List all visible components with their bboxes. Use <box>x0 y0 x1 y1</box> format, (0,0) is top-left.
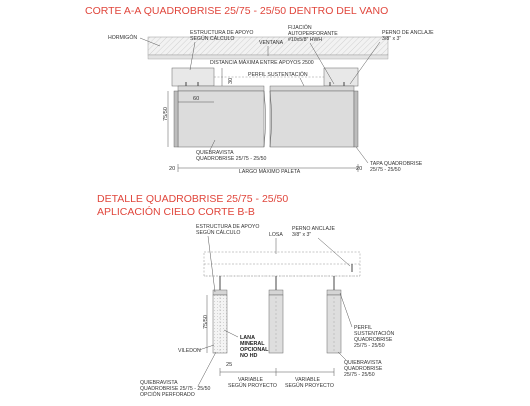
label-b-losa: LOSA <box>269 232 283 238</box>
support-structure-right <box>324 68 358 86</box>
label-b-perno-2: 3/8" x 3" <box>292 232 312 238</box>
dim-20-left: 20 <box>169 166 176 172</box>
label-b-quiebra-l1: QUIEBRAVISTA <box>140 380 178 386</box>
support-profile-right <box>270 86 354 91</box>
section-a-title: CORTE A-A QUADROBRISE 25/75 - 25/50 DENTRO DEL VANO <box>85 5 389 17</box>
label-b-perfil-1: PERFIL <box>354 325 373 331</box>
section-b-title-1: DETALLE QUADROBRISE 25/75 - 25/50 <box>97 193 289 205</box>
label-fijacion-2: AUTOPERFORANTE <box>288 31 338 37</box>
label-ventana: VENTANA <box>259 40 284 46</box>
dim-75-50: 75/50 <box>163 107 169 121</box>
label-b-variable-b1: VARIABLE <box>295 377 320 383</box>
label-b-quiebra-r1: QUIEBRAVISTA <box>344 360 382 366</box>
blade-right-part <box>270 91 354 147</box>
label-tapa-1: TAPA QUADROBRISE <box>370 161 423 167</box>
label-perfil: PERFIL SUSTENTACIÓN <box>248 72 308 78</box>
blade-b-2 <box>269 295 283 353</box>
label-b-perno-1: PERNO ANCLAJE <box>292 226 335 232</box>
label-b-lana-3: OPCIONAL <box>240 347 269 353</box>
end-cap-left <box>174 91 178 147</box>
label-b-lana-1: LANA <box>240 335 255 341</box>
label-perno-1: PERNO DE ANCLAJE <box>382 30 434 36</box>
label-b-variable-a2: SEGÚN PROYECTO <box>228 383 277 389</box>
support-profile-b-2 <box>269 290 283 295</box>
label-b-variable-b2: SEGÚN PROYECTO <box>285 383 334 389</box>
support-structure-left <box>172 68 214 86</box>
label-b-quiebra-r3: 25/75 - 25/50 <box>344 372 375 378</box>
label-b-perfil-4: 25/75 - 25/50 <box>354 343 385 349</box>
dim-30: 30 <box>228 77 234 84</box>
end-cap-right <box>354 91 358 147</box>
label-b-estructura-2: SEGÚN CÁLCULO <box>196 230 241 236</box>
label-fijacion-3: #10x5/8" HWH <box>288 37 323 43</box>
label-b-estructura-1: ESTRUCTURA DE APOYO <box>196 224 260 230</box>
label-quiebra-2: QUADROBRISE 25/75 - 25/50 <box>196 156 267 162</box>
label-largo: LARGO MÁXIMO PALETA <box>239 169 301 175</box>
label-b-quiebra-l2: QUADROBRISE 25/75 - 25/50 <box>140 386 211 392</box>
label-fijacion-1: FIJACIÓN <box>288 25 312 31</box>
blade-left-part <box>178 91 264 147</box>
label-b-viledon: VILEDON <box>178 348 201 354</box>
blade-b-3 <box>327 295 341 353</box>
label-tapa-2: 25/75 - 25/50 <box>370 167 401 173</box>
label-quiebra-1: QUIEBRAVISTA <box>196 150 234 156</box>
label-estructura-2: SEGÚN CÁLCULO <box>190 36 235 42</box>
label-b-quiebra-l3: OPCIÓN PERFORADO <box>140 392 195 398</box>
support-profile-b-3 <box>327 290 341 295</box>
label-b-lana-2: MINERAL <box>240 341 265 347</box>
support-profile-left <box>178 86 264 91</box>
dim-b-75-50: 75/50 <box>203 315 209 329</box>
label-b-lana-4: NO HD <box>240 353 258 359</box>
label-b-perfil-2: SUSTENTACIÓN <box>354 331 395 337</box>
label-b-quiebra-r2: QUADROBRISE <box>344 366 383 372</box>
dim-60: 60 <box>193 96 200 102</box>
dim-20-right: 20 <box>356 166 363 172</box>
label-b-variable-a1: VARIABLE <box>238 377 263 383</box>
label-b-perfil-3: QUADROBRISE <box>354 337 393 343</box>
label-estructura-1: ESTRUCTURA DE APOYO <box>190 30 254 36</box>
support-profile-b-1 <box>213 290 227 295</box>
section-b-title-2: APLICACIÓN CIELO CORTE B-B <box>97 206 255 218</box>
blade-b-1 <box>213 295 227 353</box>
dim-b-25: 25 <box>226 362 233 368</box>
label-hormigon: HORMIGÓN <box>108 35 138 41</box>
label-distancia: DISTANCIA MÁXIMA ENTRE APOYOS 2500 <box>210 60 314 66</box>
label-perno-2: 3/8" x 3" <box>382 36 402 42</box>
